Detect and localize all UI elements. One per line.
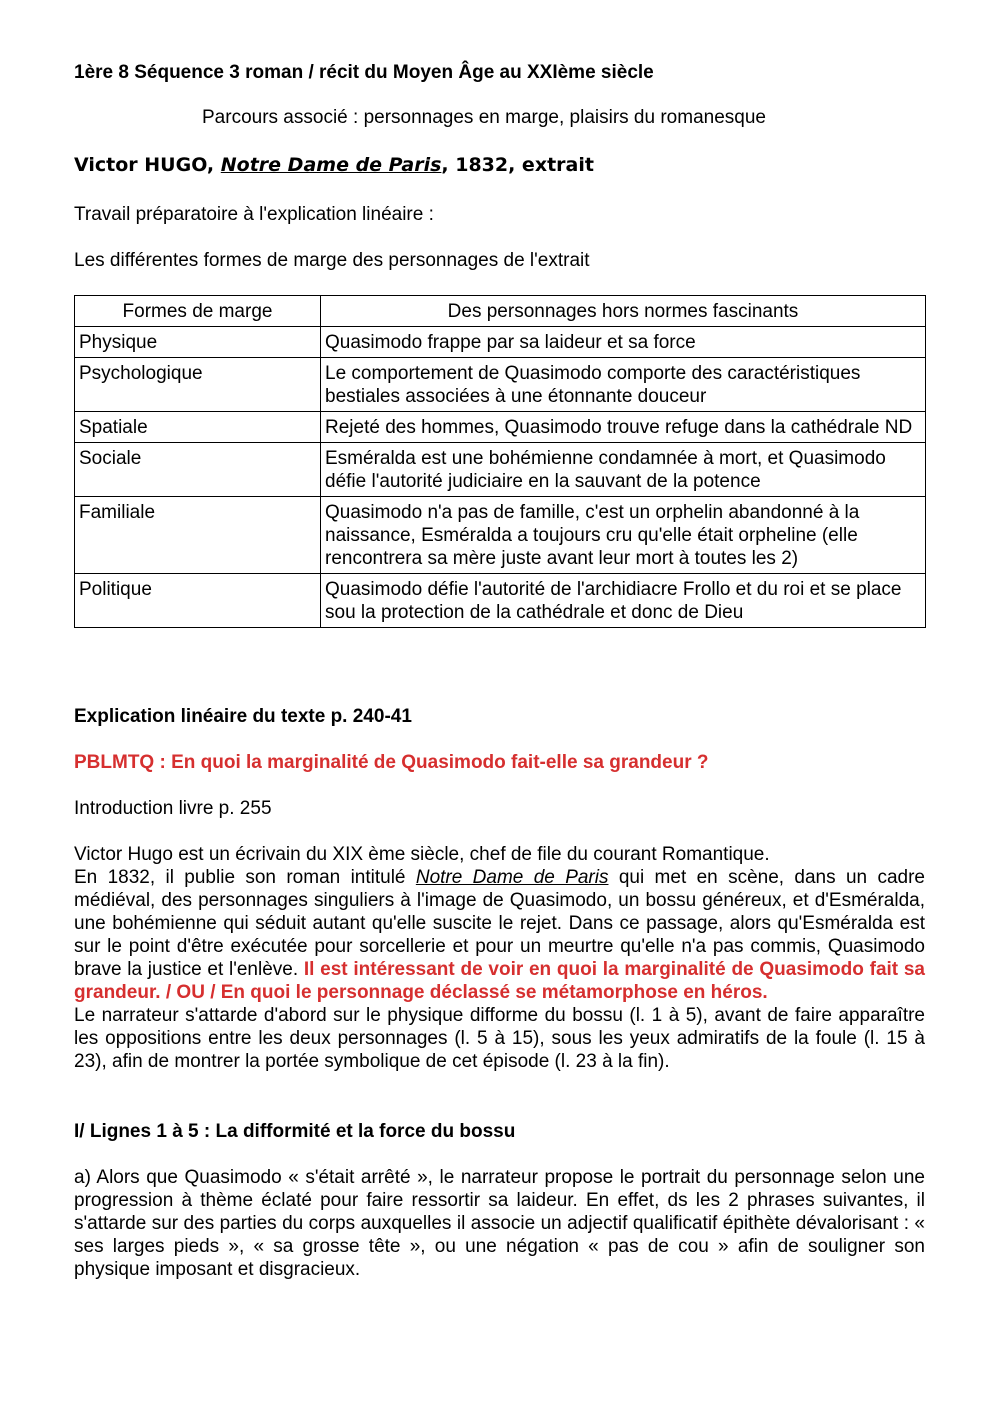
table-row [75, 497, 926, 574]
sequence-title: 1ère 8 Séquence 3 roman / récit du Moyen Âge au XXIème siècle [74, 62, 654, 83]
problematique: PBLMTQ : En quoi la marginalité de Quasimodo fait-elle sa grandeur ? [74, 752, 709, 773]
table-cell-forme: Physique [75, 327, 321, 358]
section1-heading: I/ Lignes 1 à 5 : La difformité et la force du bossu [74, 1121, 516, 1142]
table-row [75, 574, 926, 628]
table-cell-forme: Sociale [75, 443, 321, 497]
explication-heading: Explication linéaire du texte p. 240-41 [74, 706, 412, 727]
table-header-description: Des personnages hors normes fascinants [321, 296, 926, 327]
table-cell-description: Quasimodo n'a pas de famille, c'est un orphelin abandonné à la naissance, Esméralda a toujours cru qu'elle était orpheline (elle rencontrera sa mère juste avant leur mort à toutes les 2) [321, 497, 926, 574]
table-cell-description: Le comportement de Quasimodo comporte des caractéristiques bestiales associées à une étonnante douceur [321, 358, 926, 412]
table-cell-forme: Spatiale [75, 412, 321, 443]
table-cell-forme: Politique [75, 574, 321, 628]
intro-p2-middle: qui met en scène, dans un cadre médiéval, des personnages singuliers à l'image de Quasimodo, un bossu généreux, et d'Esméralda, une bohémienne qui séduit autant qu'elle suscite le rejet. Dans ce passage, alors qu'Esméralda est sur le point d'être exécutée pour sorcellerie et pour un meurtre qu'elle n'a pas commis, Quasimodo brave la justice et l'enlève. [74, 867, 925, 980]
table-cell-description: Esméralda est une bohémienne condamnée à mort, et Quasimodo défie l'autorité judiciaire en la sauvant de la potence [321, 443, 926, 497]
table-row [75, 327, 926, 358]
author-name: Victor HUGO, [74, 154, 221, 176]
preparatory-subtitle: Les différentes formes de marge des personnages de l'extrait [74, 250, 590, 271]
section1-paragraph-a: a) Alors que Quasimodo « s'était arrêté », le narrateur propose le portrait du personnage selon une progression à thème éclaté pour faire ressortir sa laideur. En effet, ds les 2 phrases suivantes, il s'attarde sur des parties du corps auxquelles il associe un adjectif qualificatif épithète dévalorisant : « ses larges pieds », « sa grosse tête », ou une négation « pas de cou » afin de souligner son physique imposant et disgracieux. [74, 1167, 925, 1280]
intro-problematic-highlight: Il est intéressant de voir en quoi la marginalité de Quasimodo fait sa grandeur. / OU / En quoi le personnage déclassé se métamorphose en héros. [74, 959, 925, 1003]
table-row [75, 358, 926, 412]
preparatory-label: Travail préparatoire à l'explication linéaire : [74, 204, 434, 225]
table-header-forme: Formes de marge [75, 296, 321, 327]
intro-line-1: Victor Hugo est un écrivain du XIX ème siècle, chef de file du courant Romantique. [74, 844, 770, 865]
table-cell-forme: Familiale [75, 497, 321, 574]
intro-paragraph-3: Le narrateur s'attarde d'abord sur le physique difforme du bossu (l. 1 à 5), avant de faire apparaître les oppositions entre les deux personnages (l. 5 à 15), sous les yeux admiratifs de la foule (l. 15 à 23), afin de montrer la portée symbolique de cet épisode (l. 23 à la fin). [74, 1005, 925, 1072]
table-row [75, 412, 926, 443]
table-cell-description: Quasimodo frappe par sa laideur et sa force [321, 327, 926, 358]
table-cell-description: Quasimodo défie l'autorité de l'archidiacre Frollo et du roi et se place sou la protection de la cathédrale et donc de Dieu [321, 574, 926, 628]
margin-forms-table [74, 295, 926, 628]
introduction-text [74, 843, 925, 1073]
intro-p2-start: En 1832, il publie son roman intitulé [74, 867, 416, 888]
table-header-row [75, 296, 926, 327]
work-heading [74, 154, 594, 177]
intro-work-title: Notre Dame de Paris [415, 867, 609, 888]
introduction-reference: Introduction livre p. 255 [74, 798, 272, 819]
table-cell-forme: Psychologique [75, 358, 321, 412]
intro-paragraph-2 [74, 866, 925, 1004]
work-suffix: , 1832, extrait [441, 154, 594, 176]
work-title: Notre Dame de Paris [220, 154, 442, 176]
table-cell-description: Rejeté des hommes, Quasimodo trouve refuge dans la cathédrale ND [321, 412, 926, 443]
parcours-line: Parcours associé : personnages en marge, plaisirs du romanesque [202, 107, 766, 128]
table-row [75, 443, 926, 497]
